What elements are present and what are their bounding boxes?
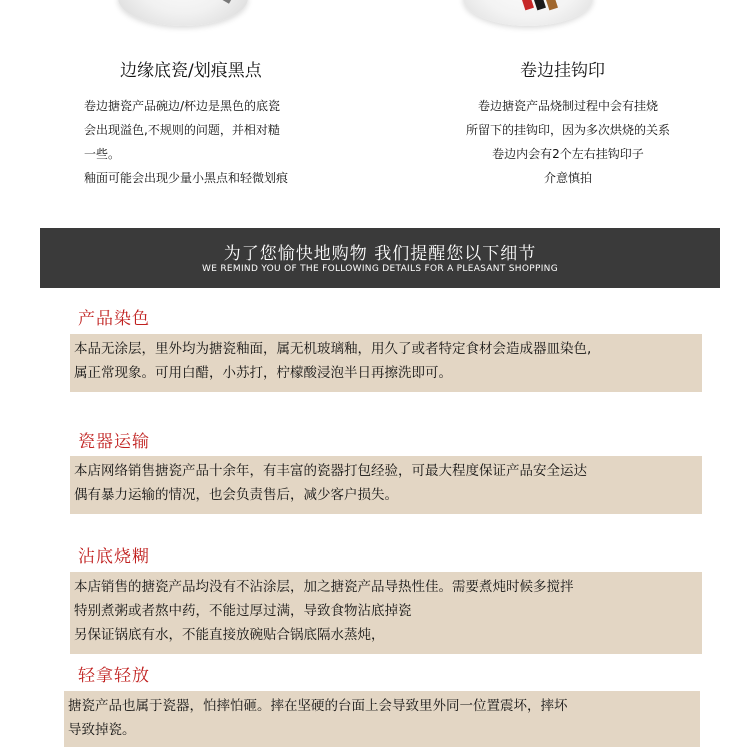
column-title-hook: 卷边挂钩印 [520,61,605,81]
section-box-handle [64,691,700,747]
reminder-banner [40,228,720,288]
column-text-edge [84,94,359,190]
text-line: 卷边内会有2个左右挂钩印子 [492,147,644,161]
text-line: 釉面可能会出现少量小黑点和轻微划痕 [84,171,289,185]
black-rim-detail [222,0,246,4]
column-title-edge: 边缘底瓷/划痕黑点 [120,61,262,81]
text-line: 特别煮粥或者熬中药，不能过厚过满，导致食物沾底掉瓷 [74,603,412,619]
text-line: 偶有暴力运输的情况，也会负责售后，减少客户损失。 [74,487,398,503]
text-line: 属正常现象。可用白醋，小苏打，柠檬酸浸泡半日再擦洗即可。 [74,365,452,381]
text-line: 本店销售的搪瓷产品均没有不沾涂层，加之搪瓷产品导热性佳。需要煮炖时候多搅拌 [74,579,574,595]
red-stripe [513,0,534,10]
text-line: 本店网络销售搪瓷产品十余年，有丰富的瓷器打包经验，可最大程度保证产品安全运达 [74,463,587,479]
column-text-hook [438,94,698,190]
banner-subtitle: WE REMIND YOU OF THE FOLLOWING DETAILS FOR A PLEASANT SHOPPING [202,264,558,274]
text-line: 一些。 [84,147,121,161]
section-title-dyeing: 产品染色 [78,309,150,329]
section-title-shipping: 瓷器运输 [78,432,150,452]
text-line: 会出现溢色,不规则的问题，并相对糙 [84,123,280,137]
section-box-dyeing [70,334,702,392]
section-box-shipping [70,456,702,514]
text-line: 导致掉瓷。 [68,722,136,738]
section-title-handle: 轻拿轻放 [78,666,150,686]
section-box-burnt [70,572,702,654]
product-photo-chipped-rim [118,0,248,26]
text-line: 卷边搪瓷产品烧制过程中会有挂烧 [477,99,658,113]
text-line: 卷边搪瓷产品碗边/杯边是黑色的底瓷 [84,99,281,113]
text-line: 介意慎拍 [543,171,592,185]
text-line: 另保证锅底有水，不能直接放碗贴合锅底隔水蒸炖， [74,627,385,643]
section-title-burnt: 沾底烧糊 [78,547,150,567]
banner-title: 为了您愉快地购物 我们提醒您以下细节 [223,244,537,264]
product-photo-hook-mark [463,0,593,26]
text-line: 本品无涂层，里外均为搪瓷釉面，属无机玻璃釉，用久了或者特定食材会造成器皿染色, [74,341,592,357]
text-line: 所留下的挂钩印，因为多次烘烧的关系 [465,123,670,137]
text-line: 搪瓷产品也属于瓷器，怕摔怕砸。摔在坚硬的台面上会导致里外同一位置震坏，摔坏 [68,698,568,714]
